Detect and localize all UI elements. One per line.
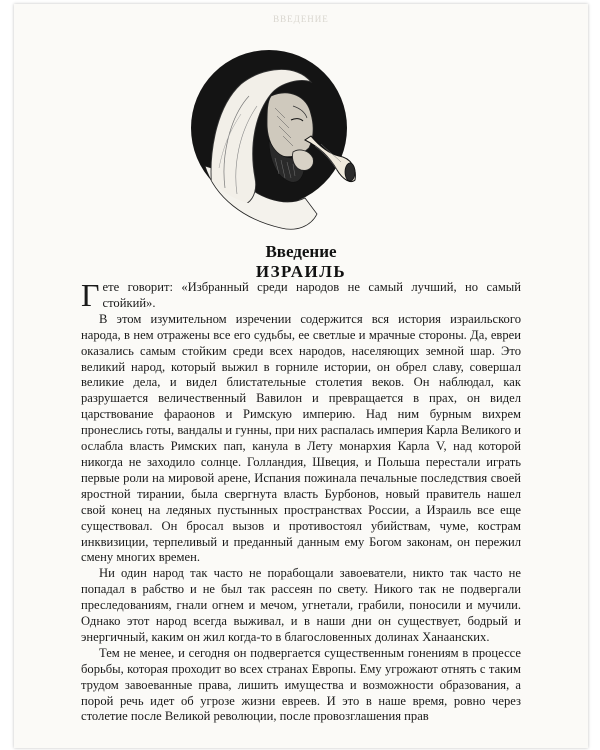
paragraph: Гете говорит: «Избранный среди народов не самый лучший, но самый стойкий». xyxy=(81,277,521,313)
running-header: ВВЕДЕНИЕ xyxy=(273,14,329,24)
chapter-heading xyxy=(14,242,588,281)
paragraph: В этом изумительном изречении содержится вся история израильского народа, в нем отражены все его судьбы, ее светлые и мрачные стороны. Да, евреи оказались самым стойким среди всех народов, населяющих земной шар. Это великий народ, который выжил в горниле истории, он обрел славу, совершал великие дела, и видел блистательные столетия веков. Он наблюдал, как разрушается величественный Вавилон и превращается в прах, он видел царствование фараонов и Римскую империю. Над ним бурным вихрем пронеслись готы, вандалы и гунны, при них распалась империя Карла Великого и ослабла власть Римских пап, канула в Лету монархия Карла V, над которой никогда не заходило солнце. Голландия, Швеция, и Польша перестали играть первые роли на мировой арене, Испания пожинала печальные последствия своей яростной тирании, была свергнута власть Бурбонов, новый правитель нашел свой конец на ледяных пустынных пространствах России, а Израиль все еще существовал. Он бросал вызов и противостоял убийствам, чуме, кострам инквизиции, терпеливый и преданный данным ему Богом законам, он пережил смену многих времен. xyxy=(81,311,521,565)
book-page xyxy=(14,4,588,748)
paragraph: Ни один народ так часто не порабощали завоеватели, никто так часто не попадал в рабство и не был так рассеян по свету. Никого так не подвергали преследованиям, гнали огнем и мечом, угнетали, грабили, поносили и мучили. Однако этот народ всегда выживал, и в наши дни он существует, бодрый и энергичный, каким он жил когда-то в благословенных долинах Ханаанских. xyxy=(81,566,521,644)
body-text xyxy=(81,277,521,725)
shofar-blower-portrait-icon xyxy=(185,48,357,234)
drop-cap: Г xyxy=(81,277,100,313)
section-label: Введение xyxy=(265,242,337,261)
chapter-title: ИЗРАИЛЬ xyxy=(255,261,347,281)
paragraph: Тем не менее, и сегодня он подвергается существенным гонениям в процессе борьбы, которая проходит во всех странах Европы. Ему угрожают отнять с таким трудом завоеванные права, лишить имущества и возможности образования, а порой речь идет об угрозе жизни евреев. И это в наше время, ровно через столетие после Великой революции, после провозглашения прав xyxy=(81,645,521,724)
